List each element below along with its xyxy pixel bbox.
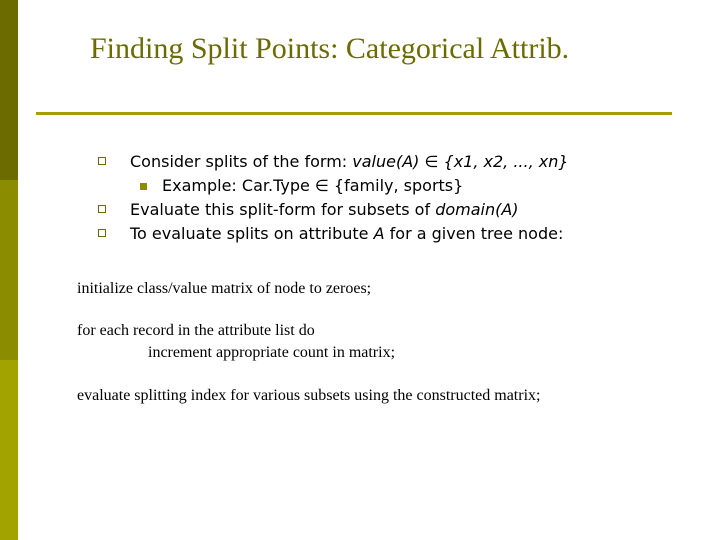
code-line-init: initialize class/value matrix of node to zeroes; — [77, 280, 372, 297]
code-line-increment: increment appropriate count in matrix; — [148, 344, 396, 361]
side-bar-bottom — [0, 360, 18, 540]
code-line-evaluate: evaluate splitting index for various subsets using the constructed matrix; — [77, 387, 541, 404]
element-of-symbol: ∈ — [419, 152, 444, 171]
side-bar-middle — [0, 180, 18, 360]
bullet-text: Consider splits of the form: — [130, 152, 353, 171]
square-bullet-icon — [98, 205, 106, 213]
sub-bullet-text: Example: Car.Type ∈ {family, sports} — [162, 176, 464, 195]
bullet-emphasis: value(A) — [352, 152, 420, 171]
bullet-text: for a given tree node: — [384, 224, 564, 243]
filled-square-bullet-icon — [140, 183, 147, 190]
square-bullet-icon — [98, 229, 106, 237]
bullet-text: Evaluate this split-form for subsets of — [130, 200, 436, 219]
title-underline — [36, 112, 672, 115]
bullet-text: To evaluate splits on attribute — [130, 224, 374, 243]
square-bullet-icon — [98, 157, 106, 165]
code-line-for: for each record in the attribute list do — [77, 322, 315, 339]
side-bar-top — [0, 0, 18, 180]
slide-title: Finding Split Points: Categorical Attrib. — [90, 32, 570, 65]
bullet-emphasis: domain(A) — [435, 200, 519, 219]
bullet-emphasis: A — [373, 224, 385, 243]
bullet-emphasis: {x1, x2, ..., xn} — [443, 152, 569, 171]
